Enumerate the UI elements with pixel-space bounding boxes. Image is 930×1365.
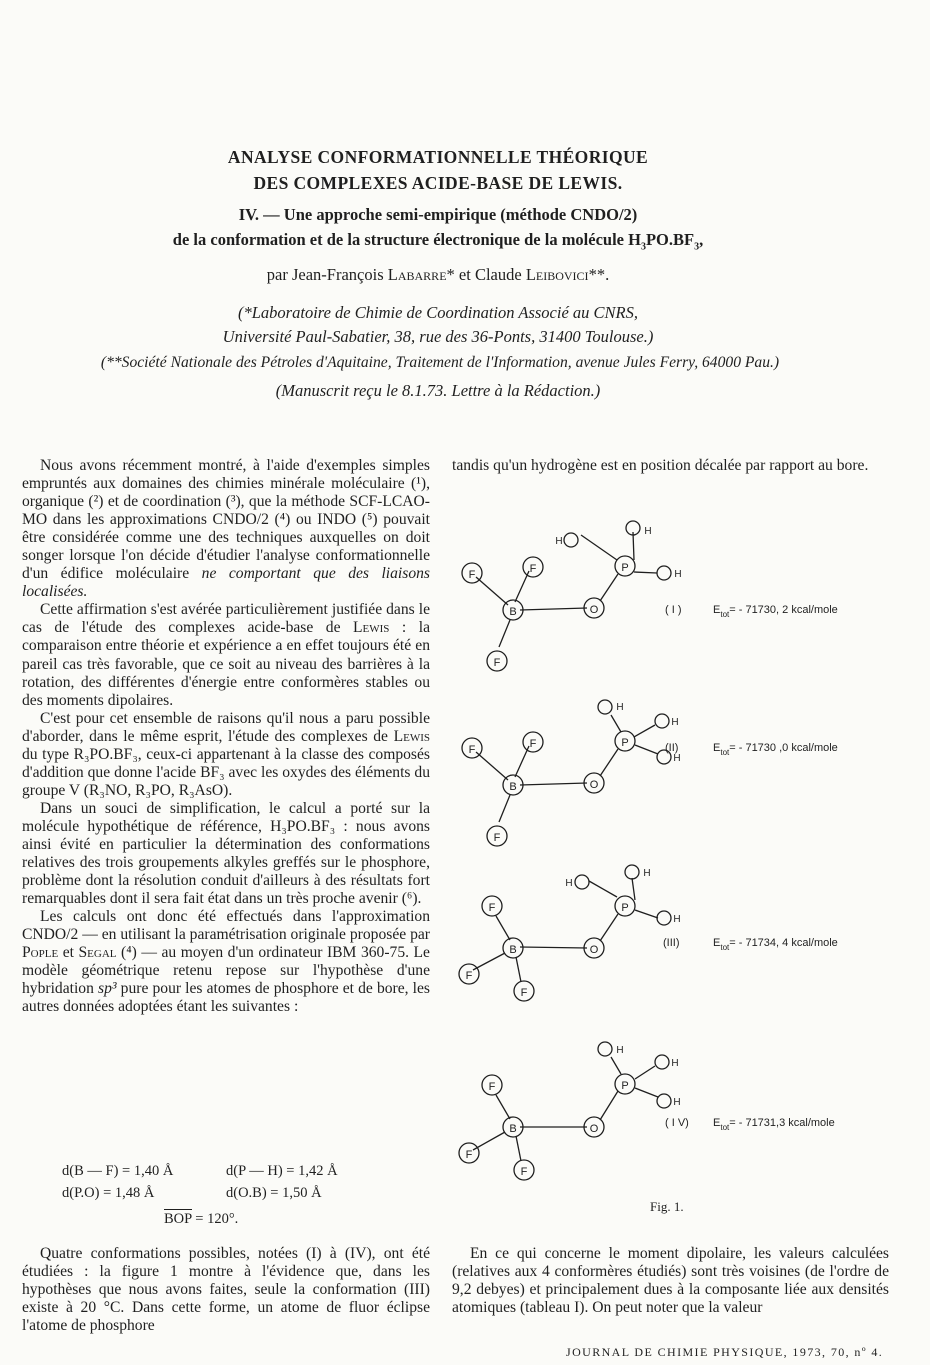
svg-text:F: F [529,563,537,575]
conformer-3-label: (III) [663,937,680,949]
svg-text:H: H [673,753,681,764]
right-column-top [452,457,889,475]
svg-text:P: P [621,562,629,574]
svg-text:P: P [621,902,629,914]
svg-text:Etot= - 71734, 4 kcal/mole: $E_{tot}= - 71734$, 4 kcal/mole [713,937,838,952]
svg-text:F: F [465,970,473,982]
paragraph-2: Cette affirmation s'est avérée particulièrement justifiée dans le cas de l'étude des complexes acide-base de Lewis : la comparaison entre théorie et expérience a en effet toujours été en pareil cas très favorable, que ce soit au niveau des barrières à la rotation, des différentes d'énergie entre conformères stables ou des moments dipolaires. [22,601,430,709]
paragraph-6: Quatre conformations possibles, notées (I) à (IV), ont été étudiées : la figure 1 montre à l'évidence que, dans les hypothèses que nous avons faites, seule la conformation (III) existe à 20 °C. Dans cette forme, un atome de fluor éclipse l'atome de phosphore [22,1245,430,1335]
svg-text:P: P [621,737,629,749]
svg-text:H: H [616,702,624,713]
subtitle-line-1: IV. — Une approche semi-empirique (méthode CNDO/2) [238,205,638,224]
paragraph-1: Nous avons récemment montré, à l'aide d'exemples simples empruntés aux domaines des chimies minérale moléculaire (¹), organique (²) et de coordination (³), que la méthode SCF-LCAO-MO dans les approximations CNDO/2 (⁴) ou INDO (⁵) pouvait être considérée comme une des techniques auxquelles on doit songer lorsque l'on décide d'étudier l'analyse conformationnelle d'un édifice moléculaire ne comportant que des liaisons localisées. [22,457,430,601]
formula-p-o: d(P.O) = 1,48 Å [62,1185,155,1201]
left-column-bottom [22,1245,430,1335]
paragraph-4: Dans un souci de simplification, le calcul a porté sur la molécule hypothétique de référence, H₃PO.BF₃ : nous avons ainsi évité en particulier la détermination des conformations relatives des trois groupements alkyles greffés sur le phosphore, problème dont la résolution conduit d'ailleurs à des résultats fort remarquables dont il sera fait état dans un très proche avenir (⁶). [22,799,430,908]
svg-text:F: F [465,1149,473,1161]
svg-text:B: B [509,1123,517,1135]
journal-footer: JOURNAL DE CHIMIE PHYSIQUE, 1973, 70, nº 4. [566,1345,884,1359]
svg-text:Etot= - 71730, 2 kcal/mole: $E_{tot}= - 71730$, 2 kcal/mole [713,604,838,619]
svg-text:Etot= - 71730 ,0 kcal/mole: $E_{tot}= - 71730$ ,0 kcal/mole [713,742,838,757]
conformer-4-label: ( I V) [665,1117,689,1129]
left-column [22,457,430,1016]
title-line-2: DES COMPLEXES ACIDE-BASE DE LEWIS. [253,173,623,193]
svg-text:H: H [674,569,682,580]
svg-text:B: B [509,781,517,793]
svg-text:H: H [673,1097,681,1108]
svg-text:F: F [493,657,501,669]
conformer-1-label: ( I ) [665,604,682,616]
svg-text:H: H [671,1058,679,1069]
svg-text:Etot= - 71731,3 kcal/mole: $E_{tot}= - 71731,3$ kcal/mole [713,1117,835,1132]
received-note: (Manuscrit reçu le 8.1.73. Lettre à la Rédaction.) [275,381,601,400]
right-column-bottom [452,1245,889,1317]
svg-text:F: F [520,987,528,999]
title-line-1: ANALYSE CONFORMATIONNELLE THÉORIQUE [227,147,649,167]
author-2: Leibovici [525,265,589,284]
paragraph-continued: tandis qu'un hydrogène est en position décalée par rapport au bore. [452,457,869,474]
svg-text:H: H [671,717,679,728]
svg-text:F: F [488,1081,496,1093]
svg-text:H: H [565,878,573,889]
svg-text:F: F [468,569,476,581]
svg-text:B: B [509,944,517,956]
conformer-1-molecule [462,521,682,671]
formula-p-h: d(P — H) = 1,42 Å [226,1163,338,1179]
formula-b-f: d(B — F) = 1,40 Å [62,1163,174,1179]
svg-text:H: H [555,536,563,547]
conformer-1-energy: = - 71730, 2 kcal/mole [729,604,838,616]
svg-text:O: O [589,779,599,791]
paragraph-3: C'est pour cet ensemble de raisons qu'il nous a paru possible d'aborder, dans le même esprit, l'étude des complexes de Lewis du type R₃PO.BF₃, ceux-ci appartenant à la classe des composés d'addition que donne l'acide BF₃ avec les oxydes des éléments du groupe V (R₃NO, R₃PO, R₃AsO). [22,709,430,799]
subtitle-line-2: de la conformation et de la structure électronique de la molécule $H_3PO.BF_3$, [172,230,704,253]
svg-text:F: F [529,738,537,750]
svg-text:H: H [616,1045,624,1056]
svg-text:F: F [520,1166,528,1178]
formula-o-b: d(O.B) = 1,50 Å [226,1185,322,1201]
svg-text:B: B [509,606,517,618]
conformer-2-molecule [462,700,681,846]
svg-text:F: F [488,902,496,914]
byline: par Jean-François Labarre* et Claude Leibovici**. [266,265,610,284]
svg-text:O: O [589,1123,599,1135]
formula-angle: BOP = 120°. [164,1211,239,1227]
conformer-2-energy: = - 71730 ,0 kcal/mole [729,742,838,754]
svg-text:P: P [621,1080,629,1092]
svg-text:O: O [589,604,599,616]
paragraph-5: Les calculs ont donc été effectués dans l'approximation CNDO/2 — en utilisant la paramétrisation originale proposée par Pople et Segal (⁴) — au moyen d'un ordinateur IBM 360-75. Le modèle géométrique retenu repose sur l'hypothèse d'une hybridation sp³ pure pour les atomes de phosphore et de bore, les autres données adoptées étant les suivantes : [22,908,430,1016]
conformer-3-energy: = - 71734, 4 kcal/mole [729,937,838,949]
conformer-4-molecule [459,1042,681,1180]
figure-1 [455,510,895,1200]
svg-text:H: H [644,526,652,537]
svg-text:H: H [673,914,681,925]
author-1: Labarre [387,265,447,284]
affiliation-1-line-2: Université Paul-Sabatier, 38, rue des 36-Ponts, 31400 Toulouse.) [222,327,654,346]
conformer-4-energy: = - 71731,3 kcal/mole [729,1117,835,1129]
affiliation-2: (**Société Nationale des Pétroles d'Aquitaine, Traitement de l'Information, avenue Jules Ferry, 64000 Pau.) [100,354,780,371]
conformer-3-molecule [459,865,681,1001]
affiliation-1-line-1: (*Laboratoire de Chimie de Coordination Associé au CNRS, [238,303,638,322]
svg-text:F: F [468,744,476,756]
conformer-2-label: (II) [665,742,679,754]
svg-text:H: H [643,868,651,879]
figure-caption: Fig. 1. [650,1199,684,1214]
paragraph-dipole: En ce qui concerne le moment dipolaire, les valeurs calculées (relatives aux 4 conformères étudiés) sont très voisines (de l'ordre de 9,2 debyes) et principalement dues à la composante liée aux densités atomiques (tableau I). On peut noter que la valeur [452,1245,889,1317]
svg-text:O: O [589,944,599,956]
svg-text:F: F [493,832,501,844]
